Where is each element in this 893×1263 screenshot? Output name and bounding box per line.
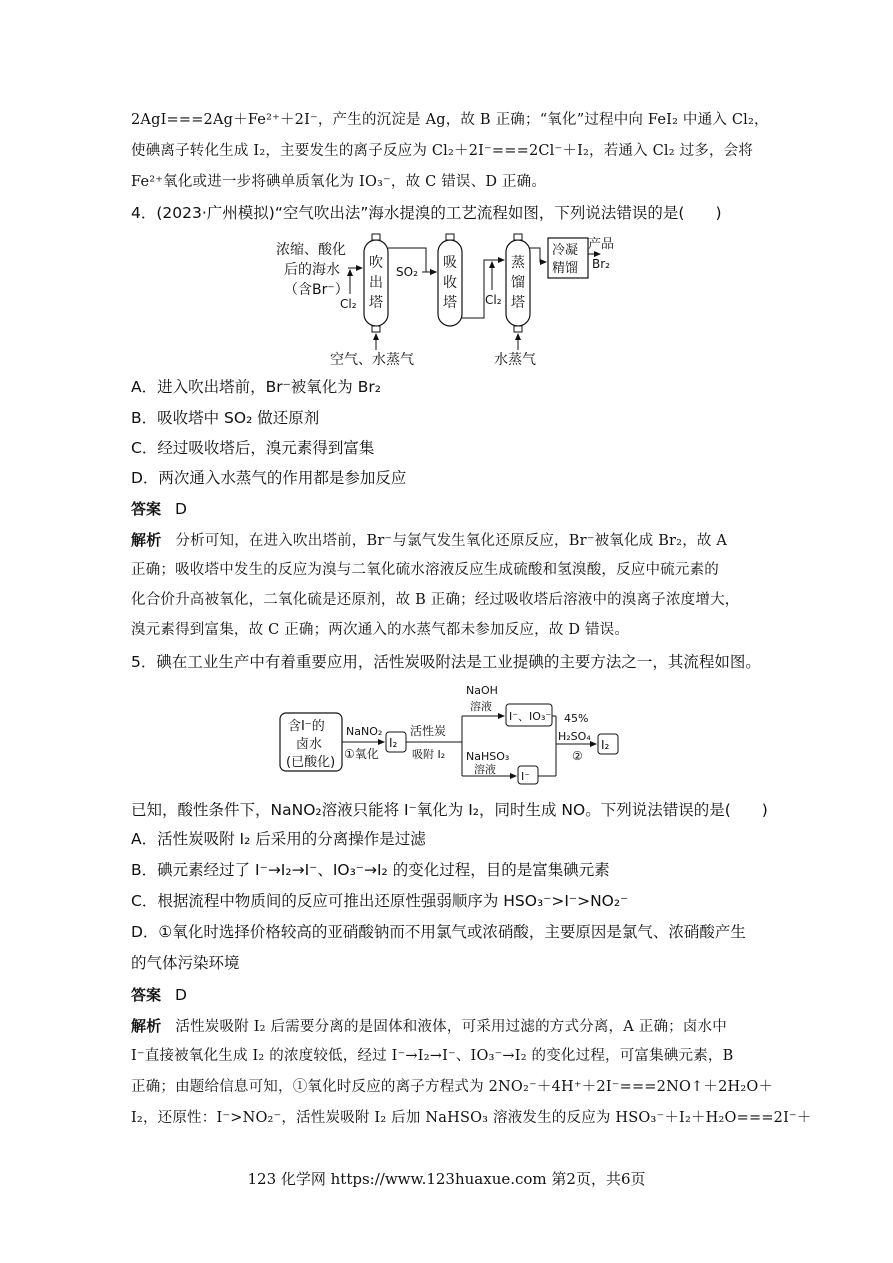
adsorb-label: 吸附 I₂	[412, 748, 446, 761]
box-line: 精馏	[552, 261, 579, 276]
pct-label: 45%	[564, 712, 589, 725]
answer-row	[131, 499, 187, 519]
i2-label: I₂	[389, 736, 398, 750]
pipe-2	[462, 260, 504, 318]
option-c: C．根据流程中物质间的反应可推出还原性强弱顺序为 HSO₃⁻>I⁻>NO₂⁻	[131, 892, 629, 910]
nano2-label: NaNO₂	[346, 725, 383, 738]
bromine-flow-diagram	[270, 232, 630, 372]
tower-char: 塔	[511, 295, 525, 311]
iodine-flow-diagram	[276, 680, 626, 786]
analysis-row	[131, 530, 727, 551]
analysis-line: 正确；吸收塔中发生的反应为溴与二氧化硫水溶液反应生成硫酸和氢溴酸，反应中硫元素的	[131, 562, 719, 578]
analysis-text: 分析可知，在进入吹出塔前，Br⁻与氯气发生氧化还原反应，Br⁻被氧化成 Br₂，故 A	[175, 533, 728, 549]
tower-top-nozzle	[514, 234, 522, 240]
carbon-label: 活性炭	[410, 724, 447, 738]
sol2-label: 溶液	[474, 763, 496, 776]
box-line: 冷凝	[552, 243, 579, 258]
text-line: 使碘离子转化生成 I₂，主要发生的离子反应为 Cl₂＋2I⁻===2Cl⁻＋I₂，若通入 Cl₂ 过多，会将	[131, 143, 754, 159]
option-a: A．活性炭吸附 I₂ 后采用的分离操作是过滤	[131, 830, 426, 848]
sol1-label: 溶液	[470, 700, 492, 713]
tower-top-nozzle	[446, 234, 454, 240]
text-line: 2AgI===2Ag＋Fe²⁺＋2I⁻，产生的沉淀是 Ag，故 B 正确；“氧化”过程中向 FeI₂ 中通入 Cl₂，	[131, 112, 769, 128]
option-d: D．①氧化时选择价格较高的亚硝酸钠而不用氯气或浓硝酸，主要原因是氯气、浓硝酸产生	[131, 923, 746, 941]
page-footer: 123 化学网 https://www.123huaxue.com 第2页，共6页	[247, 1170, 646, 1188]
analysis-line: 正确；由题给信息可知，①氧化时反应的离子方程式为 2NO₂⁻＋4H⁺＋2I⁻===2NO↑＋2H₂O＋	[131, 1079, 774, 1095]
analysis-label: 解析	[131, 531, 162, 549]
brine-line: 含I⁻的	[288, 719, 325, 734]
analysis-row	[131, 1016, 727, 1037]
brine-line: 卤水	[296, 737, 323, 752]
nahso3-label: NaHSO₃	[466, 750, 510, 763]
tower-char: 蒸	[511, 255, 525, 271]
option-d-cont: 的气体污染环境	[131, 954, 240, 972]
i2b-label: I₂	[601, 738, 610, 752]
option-b: B．吸收塔中 SO₂ 做还原剂	[131, 409, 320, 427]
step2-label: ②	[572, 749, 583, 763]
analysis-line: I⁻直接被氧化生成 I₂ 的浓度较低，经过 I⁻→I₂→I⁻、IO₃⁻→I₂ 的变化过程，可富集碘元素，B	[131, 1048, 734, 1064]
option-c: C．经过吸收塔后，溴元素得到富集	[131, 439, 375, 457]
tower-char: 吸	[443, 255, 457, 271]
answer-label: 答案	[131, 500, 162, 518]
analysis-line: 化合价升高被氧化，二氧化硫是还原剂，故 B 正确；经过吸收塔后溶液中的溴离子浓度增大，	[131, 592, 740, 608]
oxidize-label: ①氧化	[344, 747, 379, 761]
analysis-line: 溴元素得到富集，故 C 正确；两次通入的水蒸气都未参加反应，故 D 错误。	[131, 622, 630, 638]
feed-line: 浓缩、酸化	[276, 242, 346, 258]
feed-line: （含Br⁻）	[284, 282, 349, 298]
tower-char: 塔	[443, 295, 457, 311]
tower-char: 收	[443, 275, 457, 291]
question-5-stem-2: 已知，酸性条件下，NaNO₂溶液只能将 I⁻氧化为 I₂，同时生成 NO。下列说法错误的是( )	[131, 801, 768, 819]
tower-char: 吹	[369, 255, 383, 271]
option-a: A．进入吹出塔前，Br⁻被氧化为 Br₂	[131, 378, 381, 396]
tower-bottom-nozzle	[372, 326, 380, 332]
cl2-label: Cl₂	[340, 297, 357, 311]
mid-label: I⁻、IO₃⁻	[509, 710, 552, 723]
tower-char: 出	[369, 275, 383, 291]
tower-char: 馏	[511, 275, 525, 291]
answer-value: D	[175, 986, 187, 1004]
product-label: 产品	[588, 237, 615, 252]
tower-top-nozzle	[372, 234, 380, 240]
so2-label: SO₂	[396, 265, 418, 279]
product-label: Br₂	[592, 257, 610, 271]
answer-value: D	[175, 500, 187, 518]
pipe-3	[530, 248, 546, 262]
bottom-label: 水蒸气	[494, 352, 536, 368]
tower-char: 塔	[369, 295, 383, 311]
analysis-line: I₂，还原性：I⁻>NO₂⁻，活性炭吸附 I₂ 后加 NaHSO₃ 溶液发生的反应为 HSO₃⁻＋I₂＋H₂O===2I⁻＋	[131, 1110, 812, 1126]
analysis-label: 解析	[131, 1017, 162, 1035]
question-4-stem: 4．(2023·广州模拟)“空气吹出法”海水提溴的工艺流程如图，下列说法错误的是( )	[131, 204, 722, 222]
feed-line: 后的海水	[284, 262, 340, 278]
answer-label: 答案	[131, 986, 162, 1004]
naoh-label: NaOH	[466, 684, 498, 697]
bottom-label: 空气、水蒸气	[330, 352, 414, 368]
tower-bottom-nozzle	[514, 326, 522, 332]
cl2b-label: Cl₂	[485, 293, 502, 307]
analysis-text: 活性炭吸附 I₂ 后需要分离的是固体和液体，可采用过滤的方式分离，A 正确；卤水中	[175, 1019, 727, 1035]
question-5-stem: 5．碘在工业生产中有着重要应用，活性炭吸附法是工业提碘的主要方法之一，其流程如图。	[131, 653, 761, 671]
text-line: Fe²⁺氧化或进一步将碘单质氧化为 IO₃⁻，故 C 错误、D 正确。	[131, 174, 547, 190]
option-d: D．两次通入水蒸气的作用都是参加反应	[131, 469, 407, 487]
option-b: B．碘元素经过了 I⁻→I₂→I⁻、IO₃⁻→I₂ 的变化过程，目的是富集碘元素	[131, 861, 610, 879]
h2so4-label: H₂SO₄	[558, 730, 591, 743]
answer-row	[131, 985, 187, 1005]
iminus-label: I⁻	[521, 770, 531, 783]
brine-line: (已酸化)	[286, 755, 336, 770]
